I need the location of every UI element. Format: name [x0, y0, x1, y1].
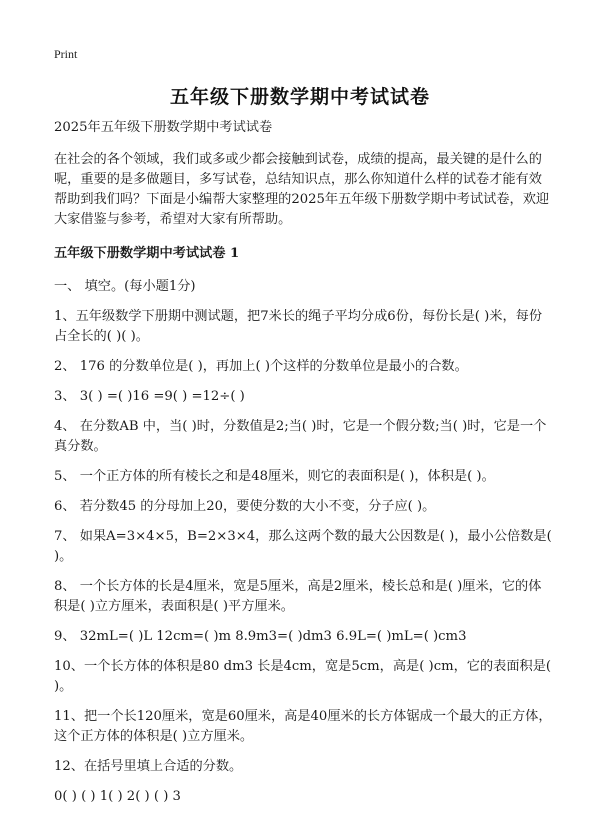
part-heading: 一、 填空。(每小题1分): [54, 279, 196, 294]
section-heading: 五年级下册数学期中考试试卷 1: [54, 246, 240, 261]
question-item: 4、 在分数AB 中，当( )时，分数值是2;当( )时，它是一个假分数;当( )时，它是一个真分数。: [54, 419, 547, 454]
question-item: 2、 176 的分数单位是( )，再加上( )个这样的分数单位是最小的合数。: [54, 359, 468, 374]
question-item: 12、在括号里填上合适的分数。: [54, 759, 243, 774]
question-item: 6、 若分数45 的分母加上20，要使分数的大小不变，分子应( )。: [54, 499, 436, 514]
question-item: 11、把一个长120厘米，宽是60厘米，高是40厘米的长方体锯成一个最大的正方体，这个正方体的体积是( )立方厘米。: [54, 709, 552, 744]
question-item: 5、 一个正方体的所有棱长之和是48厘米，则它的表面积是( )，体积是( )。: [54, 469, 495, 484]
page-title: 五年级下册数学期中考试试卷: [169, 86, 430, 108]
question-item: 0( ) ( ) 1( ) 2( ) ( ) 3: [54, 789, 181, 804]
article-body: [54, 118, 554, 817]
article-subtitle: 2025年五年级下册数学期中考试试卷: [54, 120, 273, 135]
intro-paragraph: 在社会的各个领域，我们或多或少都会接触到试卷，成绩的提高，最关键的是什么的呢，重要的是多做题目，多写试卷，总结知识点，那么你知道什么样的试卷才能有效帮助到我们吗？下面是小编帮大家整理的2025年五年级下册数学期中考试试卷，欢迎大家借鉴与参考，希望对大家有所帮助。: [54, 152, 550, 227]
question-item: 7、 如果A=3×4×5，B=2×3×4，那么这两个数的最大公因数是( )，最小公倍数是( )。: [54, 529, 552, 564]
question-item: 8、 一个长方体的长是4厘米，宽是5厘米，高是2厘米，棱长总和是( )厘米，它的体积是( )立方厘米，表面积是( )平方厘米。: [54, 579, 542, 614]
question-item: 10、一个长方体的体积是80 dm3 长是4cm，宽是5cm，高是( )cm，它的表面积是( )。: [54, 659, 552, 694]
question-item: 1、五年级数学下册期中测试题，把7米长的绳子平均分成6份，每份长是( )米，每份占全长的( )( )。: [54, 309, 543, 344]
print-link[interactable]: Print: [54, 47, 78, 61]
question-item: 3、 3( ) =( )16 =9( ) =12÷( ): [54, 389, 245, 404]
question-item: 9、 32mL=( )L 12cm=( )m 8.9m3=( )dm3 6.9L=( )mL=( )cm3: [54, 629, 467, 644]
